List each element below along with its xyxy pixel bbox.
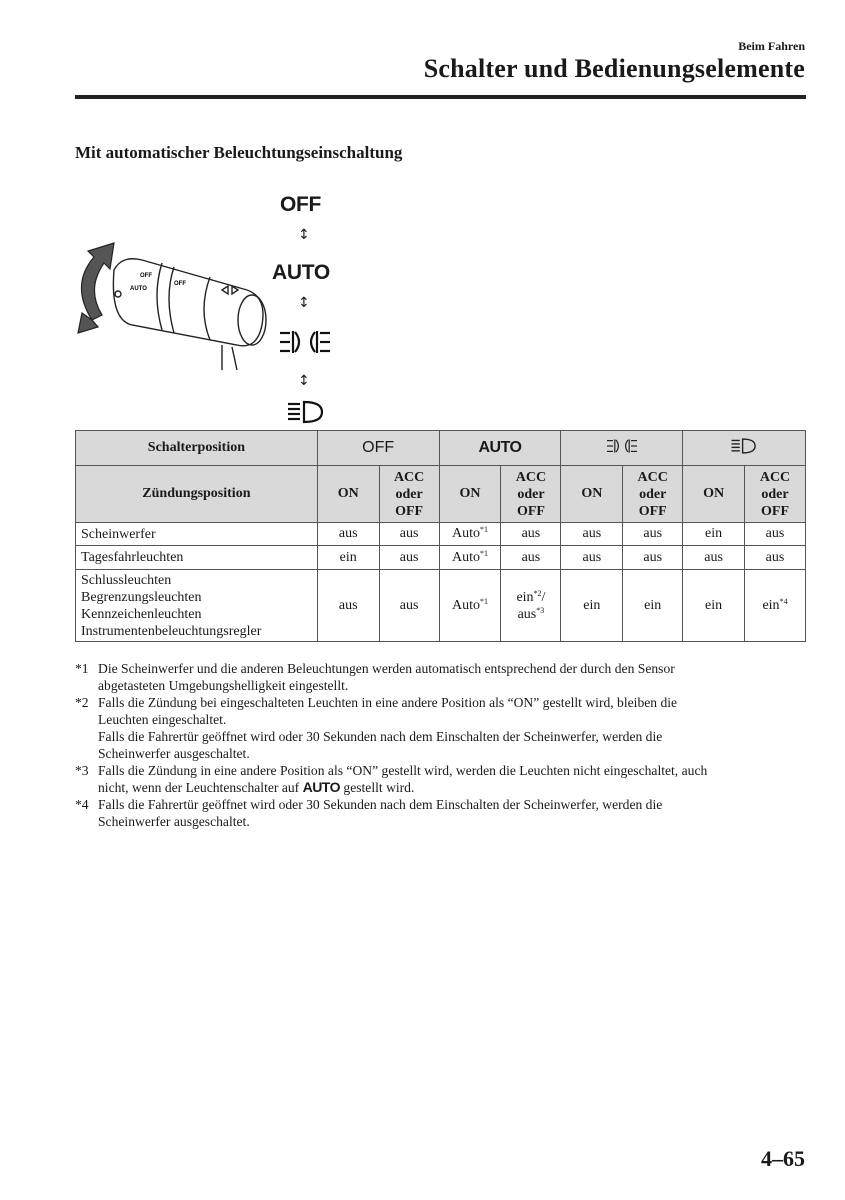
title-rule: [75, 95, 806, 99]
ignition-on: ON: [317, 466, 379, 523]
col-headlight: [683, 431, 806, 466]
table-row: [76, 570, 806, 642]
footnote-4: *4 Falls die Fahrertür geöffnet wird oder 30 Sekunden nach dem Einschalten der Scheinwerfer, werden die Scheinwerfer ausgeschaltet.: [75, 797, 663, 829]
table-cell: aus: [317, 523, 379, 546]
table-cell: ein$^{*2}$/ aus$^{*3}$: [501, 570, 561, 642]
switch-position-row: [76, 431, 806, 466]
page-title: Schalter und Bedienungselemente: [423, 54, 805, 83]
table-cell: aus: [379, 546, 439, 570]
position-auto-label: AUTO: [272, 261, 330, 284]
table-cell: aus: [745, 546, 806, 570]
position-off-label: OFF: [280, 193, 322, 216]
row-label-headlights: Scheinwerfer: [76, 523, 318, 546]
page-number: 4–65: [761, 1146, 805, 1171]
up-down-arrow-icon: ↕: [298, 373, 310, 389]
light-switch-illustration: [62, 185, 352, 430]
lever-label-auto: AUTO: [130, 286, 147, 292]
table-row: [76, 523, 806, 546]
table-cell: aus: [623, 546, 683, 570]
footnotes: [75, 660, 810, 830]
table-row: [76, 546, 806, 570]
row-label-daytime-lights: Tagesfahrleuchten: [76, 546, 318, 570]
table-cell: aus: [501, 546, 561, 570]
table-cell: aus: [379, 523, 439, 546]
ignition-acc-off: ACC oder OFF: [501, 466, 561, 523]
table-cell: Auto$^{*1}$: [439, 546, 501, 570]
table-cell: aus: [561, 546, 623, 570]
table-cell: Auto$^{*1}$: [439, 523, 501, 546]
ignition-position-label: Zündungsposition: [76, 466, 318, 523]
section-label: Beim Fahren: [738, 39, 805, 53]
footnote-1: *1 Die Scheinwerfer und die anderen Beleuchtungen werden automatisch entsprechend der durch den Sensor abgetasteten Umgebungshelligkeit eingestellt.: [75, 661, 675, 693]
footnote-2: *2 Falls die Zündung bei eingeschalteten Leuchten in eine andere Position als “ON” gestellt wird, bleiben die Leuchten eingeschaltet. Falls die Fahrertür geöffnet wird oder 30 Sekunden nach dem Einschalten der Scheinwerfer, werden die Scheinwerfer ausgeschaltet.: [75, 695, 678, 761]
headlight-icon: [730, 437, 758, 455]
table-cell: ein: [683, 570, 745, 642]
table-cell: ein: [623, 570, 683, 642]
table-cell: aus: [745, 523, 806, 546]
up-down-arrow-icon: ↕: [298, 227, 310, 243]
parking-light-icon: [601, 437, 643, 455]
table-cell: ein: [561, 570, 623, 642]
lever-label-off: OFF: [140, 273, 152, 279]
ignition-position-row: [76, 466, 806, 523]
footnote-3: *3 Falls die Zündung in eine andere Position als “ON” gestellt wird, werden die Leuchten nicht eingeschaltet, auch nicht, wenn der Leuchtenschalter auf AUTO gestellt wird.: [75, 763, 708, 795]
table-cell: aus: [317, 570, 379, 642]
switch-position-label: Schalterposition: [76, 431, 318, 466]
ignition-acc-off: ACC oder OFF: [745, 466, 806, 523]
table-cell: ein: [317, 546, 379, 570]
sun-icon: [115, 291, 121, 297]
ignition-on: ON: [439, 466, 501, 523]
table-cell: aus: [379, 570, 439, 642]
col-parking-light: [561, 431, 683, 466]
table-cell: aus: [683, 546, 745, 570]
table-cell: aus: [623, 523, 683, 546]
table-cell: ein$^{*4}$: [745, 570, 806, 642]
switch-table: [75, 430, 806, 642]
table-cell: aus: [501, 523, 561, 546]
lever-label-off-2: OFF: [174, 281, 186, 287]
row-label-tail-lights: Schlussleuchten Begrenzungsleuchten Kennzeichenleuchten Instrumentenbeleuchtungsregler: [76, 570, 318, 642]
parking-light-icon: [278, 327, 332, 357]
ignition-acc-off: ACC oder OFF: [379, 466, 439, 523]
ignition-acc-off: ACC oder OFF: [623, 466, 683, 523]
headlight-icon: [286, 399, 326, 425]
up-down-arrow-icon: ↕: [298, 295, 310, 311]
sub-heading: Mit automatischer Beleuchtungseinschaltung: [75, 143, 403, 162]
ignition-on: ON: [561, 466, 623, 523]
table-cell: ein: [683, 523, 745, 546]
col-auto: AUTO: [439, 431, 561, 466]
col-off: OFF: [317, 431, 439, 466]
table-cell: aus: [561, 523, 623, 546]
table-cell: Auto$^{*1}$: [439, 570, 501, 642]
ignition-on: ON: [683, 466, 745, 523]
